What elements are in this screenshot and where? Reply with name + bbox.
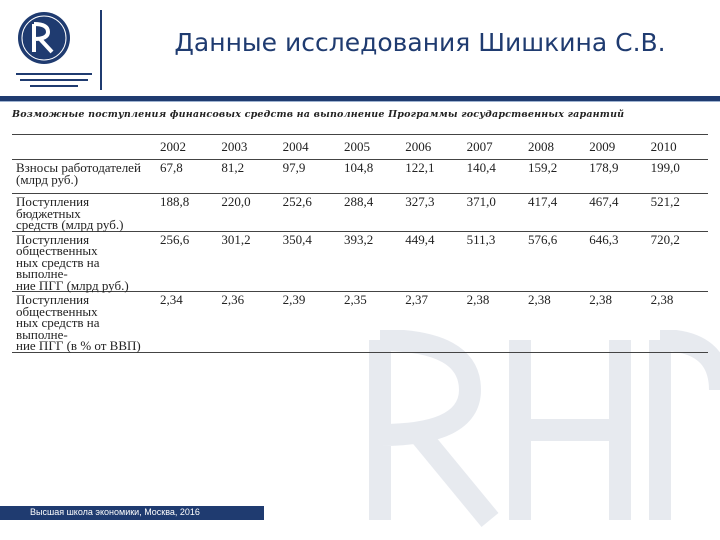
- hse-watermark-icon: [360, 330, 720, 530]
- table-cell: 646,3: [585, 231, 646, 292]
- table-cell: 178,9: [585, 160, 646, 194]
- table-cell: 511,3: [463, 231, 524, 292]
- table-cell: 2,34: [156, 292, 217, 353]
- table-cell: 393,2: [340, 231, 401, 292]
- row-label-line: Поступления бюджетных: [16, 194, 90, 221]
- table-cell: 67,8: [156, 160, 217, 194]
- table-cell: 2,38: [524, 292, 585, 353]
- table-cell: 576,6: [524, 231, 585, 292]
- row-label-line: Взносы работодателей: [16, 160, 141, 175]
- table-cell: 159,2: [524, 160, 585, 194]
- slide-header: [0, 0, 720, 100]
- table-cell: 2,38: [463, 292, 524, 353]
- row-label-line: Поступления общественных: [16, 231, 98, 258]
- table-cell: 122,1: [401, 160, 462, 194]
- table-cell: 720,2: [647, 231, 708, 292]
- year-header: 2009: [585, 135, 646, 160]
- table-cell: 301,2: [217, 231, 278, 292]
- table-cell: 327,3: [401, 194, 462, 232]
- header-band-light: [0, 101, 720, 102]
- row-label-line: ние ПГГ (в % от ВВП): [16, 338, 141, 353]
- header-divider: [100, 10, 102, 90]
- row-label-line: (млрд руб.): [16, 171, 79, 187]
- row-label-line: средств (млрд руб.): [16, 217, 124, 232]
- table-row: [12, 160, 708, 194]
- table-cell: 467,4: [585, 194, 646, 232]
- row-label-line: ние ПГГ (млрд руб.): [16, 277, 129, 293]
- table-cell: 2,38: [647, 292, 708, 353]
- table-row: [12, 231, 708, 292]
- table-cell: 220,0: [217, 194, 278, 232]
- table-cell: 2,37: [401, 292, 462, 353]
- year-header: 2007: [463, 135, 524, 160]
- funding-table: [12, 134, 708, 353]
- row-label-line: ных средств на выполне-: [16, 254, 100, 281]
- row-label: [12, 194, 156, 232]
- table-cell: 252,6: [279, 194, 340, 232]
- table-header-row: [12, 135, 708, 160]
- year-header: 2010: [647, 135, 708, 160]
- row-label: [12, 292, 156, 353]
- table-row: [12, 292, 708, 353]
- table-cell: 417,4: [524, 194, 585, 232]
- year-header: 2008: [524, 135, 585, 160]
- table-cell: 256,6: [156, 231, 217, 292]
- hse-logo-icon: [14, 8, 110, 94]
- year-header: 2005: [340, 135, 401, 160]
- page-title: Данные исследования Шишкина С.В.: [174, 28, 666, 57]
- header-corner: [12, 135, 156, 160]
- table-cell: 104,8: [340, 160, 401, 194]
- table-cell: 2,35: [340, 292, 401, 353]
- table-cell: 2,36: [217, 292, 278, 353]
- table-row: [12, 194, 708, 232]
- table-cell: 199,0: [647, 160, 708, 194]
- table-cell: 188,8: [156, 194, 217, 232]
- table-cell: 371,0: [463, 194, 524, 232]
- footer-text: Высшая школа экономики, Москва, 2016: [30, 507, 200, 517]
- table-cell: 521,2: [647, 194, 708, 232]
- table-caption: Возможные поступления финансовых средств на выполнение Программы государственных гарантий: [12, 109, 625, 120]
- table-cell: 449,4: [401, 231, 462, 292]
- year-header: 2003: [217, 135, 278, 160]
- table-cell: 288,4: [340, 194, 401, 232]
- year-header: 2006: [401, 135, 462, 160]
- year-header: 2004: [279, 135, 340, 160]
- table-cell: 81,2: [217, 160, 278, 194]
- table-cell: 2,39: [279, 292, 340, 353]
- row-label: [12, 160, 156, 194]
- table-cell: 97,9: [279, 160, 340, 194]
- row-label-line: Поступления общественных: [16, 292, 98, 319]
- year-header: 2002: [156, 135, 217, 160]
- row-label: [12, 231, 156, 292]
- footer-bar: [0, 506, 264, 520]
- table-cell: 140,4: [463, 160, 524, 194]
- table-cell: 350,4: [279, 231, 340, 292]
- table-cell: 2,38: [585, 292, 646, 353]
- row-label-line: ных средств на выполне-: [16, 315, 100, 342]
